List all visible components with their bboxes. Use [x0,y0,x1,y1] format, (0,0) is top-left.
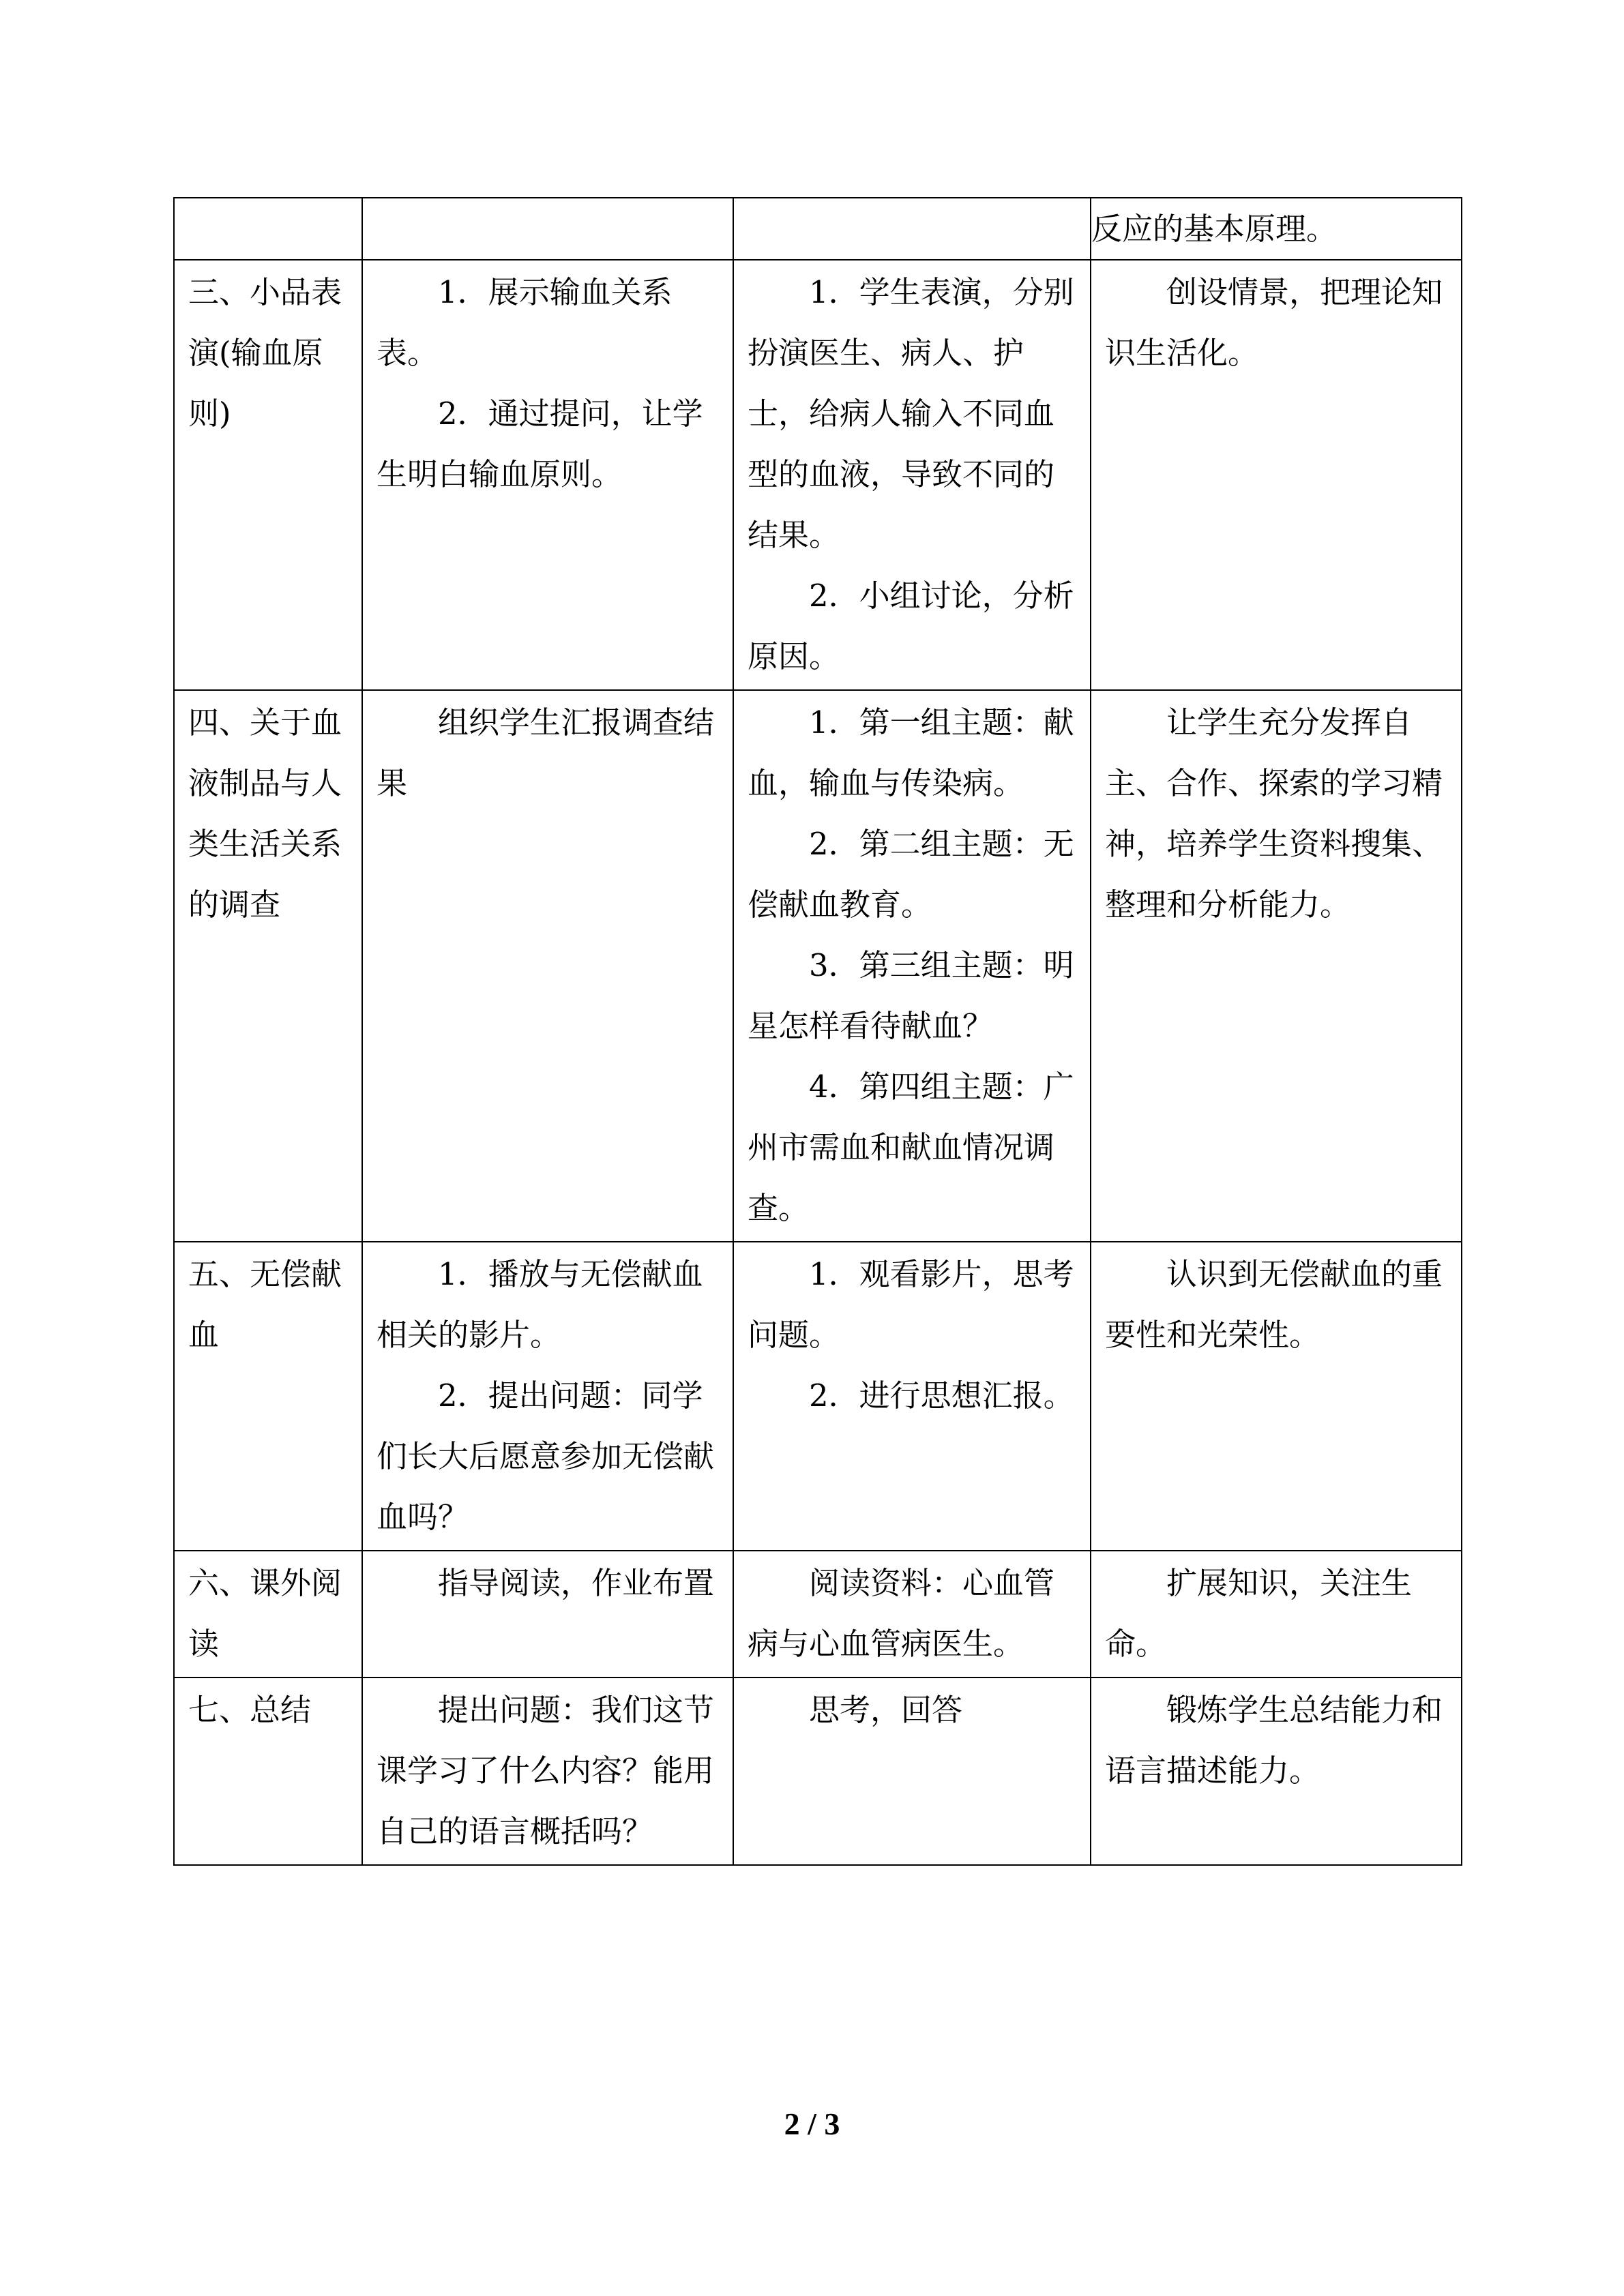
teacher-activity-cell [362,1678,733,1865]
cell-paragraph: 六、课外阅读 [188,1565,342,1662]
page-number: 2 / 3 [784,2106,840,2141]
design-intent-cell [1091,690,1462,1242]
cell-paragraph: 三、小品表演(输血原则) [188,274,342,432]
design-intent-cell [1091,198,1462,260]
cell-paragraph: 2．第二组主题：无偿献血教育。 [748,826,1074,923]
cell-paragraph: 思考，回答 [809,1692,963,1728]
cell-paragraph: 1．第一组主题：献血，输血与传染病。 [748,704,1074,801]
teacher-activity-cell [362,260,733,690]
stage-cell [174,198,362,260]
cell-paragraph: 七、总结 [188,1692,312,1728]
student-activity-cell [733,1551,1091,1678]
stage-cell [174,1242,362,1551]
teacher-activity-cell [362,690,733,1242]
cell-paragraph: 提出问题：我们这节课学习了什么内容？能用自己的语言概括吗？ [377,1692,715,1849]
design-intent-cell [1091,1242,1462,1551]
student-activity-cell [733,690,1091,1242]
cell-paragraph: 四、关于血液制品与人类生活关系的调查 [188,704,342,923]
cell-paragraph: 指导阅读，作业布置 [438,1565,715,1601]
student-activity-cell [733,260,1091,690]
cell-paragraph: 2．提出问题：同学们长大后愿意参加无偿献血吗？ [377,1377,715,1535]
cell-paragraph: 锻炼学生总结能力和语言描述能力。 [1105,1692,1443,1789]
design-intent-cell [1091,1678,1462,1865]
student-activity-cell [733,198,1091,260]
cell-paragraph: 3．第三组主题：明星怎样看待献血？ [748,947,1074,1044]
cell-paragraph: 认识到无偿献血的重要性和光荣性。 [1105,1256,1443,1353]
cell-paragraph: 2．通过提问，让学生明白输血原则。 [377,396,703,492]
cell-paragraph: 创设情景，把理论知识生活化。 [1105,274,1443,371]
cell-paragraph: 1．观看影片，思考问题。 [748,1256,1074,1353]
cell-paragraph: 4．第四组主题：广州市需血和献血情况调查。 [748,1069,1074,1226]
lesson-plan-table [173,197,1462,1866]
design-intent-cell [1091,260,1462,690]
stage-cell [174,260,362,690]
cell-paragraph: 反应的基本原理。 [1091,211,1338,247]
cell-paragraph: 1．学生表演，分别扮演医生、病人、护士，给病人输入不同血型的血液，导致不同的结果。 [748,274,1074,553]
student-activity-cell [733,1678,1091,1865]
student-activity-cell [733,1242,1091,1551]
stage-cell [174,1678,362,1865]
table-row [174,1678,1462,1865]
stage-cell [174,1551,362,1678]
teacher-activity-cell [362,1551,733,1678]
design-intent-cell [1091,1551,1462,1678]
table-row [174,260,1462,690]
teacher-activity-cell [362,1242,733,1551]
cell-paragraph: 1．展示输血关系表。 [377,274,673,371]
cell-paragraph: 让学生充分发挥自主、合作、探索的学习精神，培养学生资料搜集、整理和分析能力。 [1105,704,1443,923]
cell-paragraph: 2．进行思想汇报。 [809,1377,1074,1414]
cell-paragraph: 扩展知识，关注生命。 [1105,1565,1413,1662]
teacher-activity-cell [362,198,733,260]
table-row [174,1242,1462,1551]
cell-paragraph: 2．小组讨论，分析原因。 [748,578,1074,674]
cell-paragraph: 1．播放与无偿献血相关的影片。 [377,1256,703,1353]
table-row [174,1551,1462,1678]
table-row [174,690,1462,1242]
cell-paragraph: 组织学生汇报调查结果 [377,704,715,801]
table-row [174,198,1462,260]
cell-paragraph: 五、无偿献血 [188,1256,342,1353]
cell-paragraph: 阅读资料：心血管病与心血管病医生。 [748,1565,1055,1662]
stage-cell [174,690,362,1242]
